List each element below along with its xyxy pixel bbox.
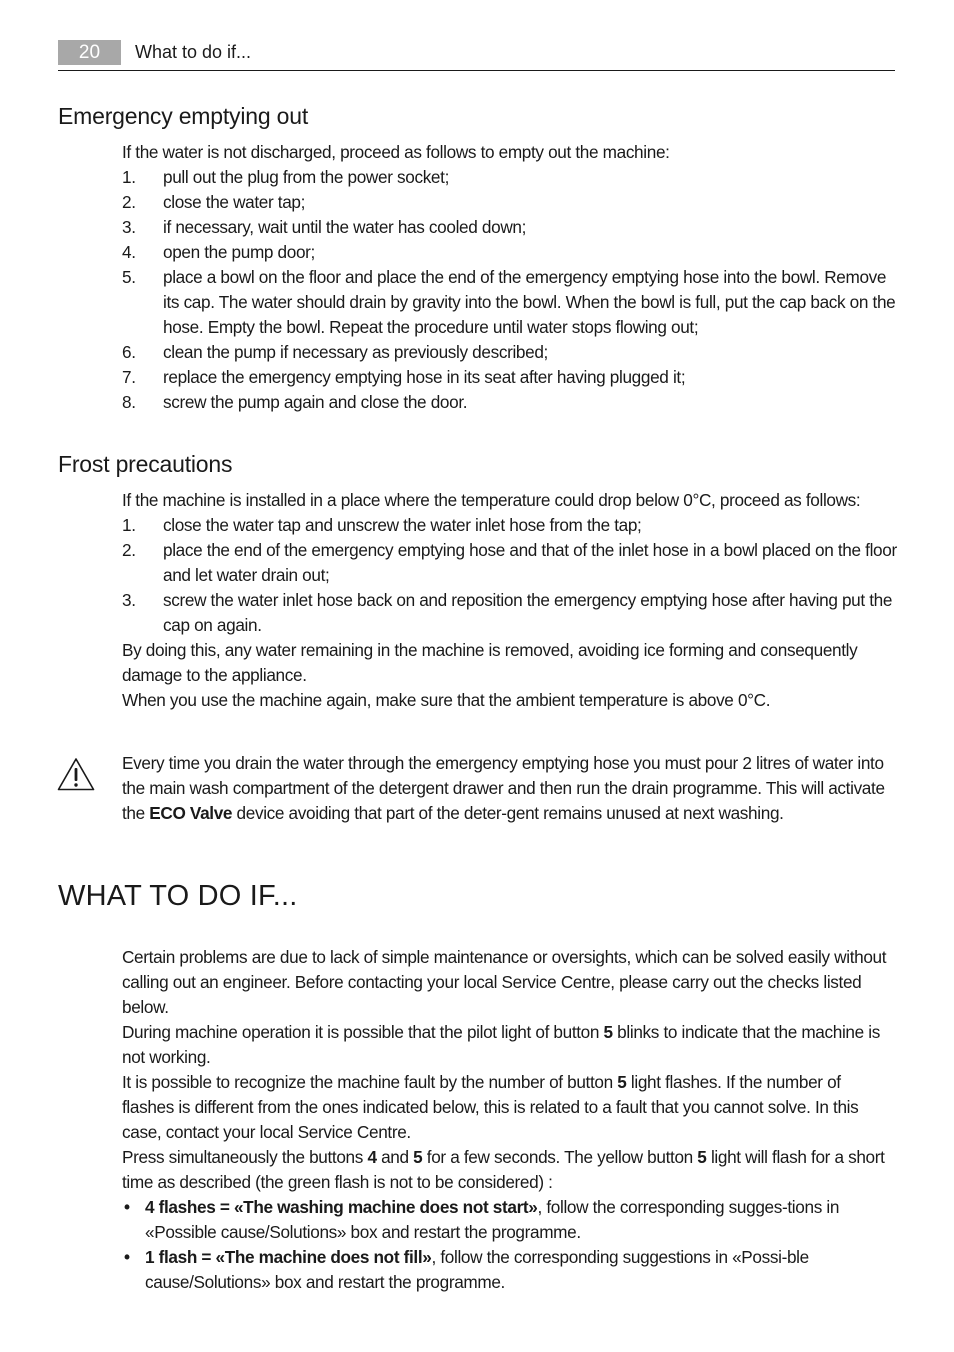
flash-description: , follow the corresponding suggestions in «Possi-ble cause/Solutions» box and restart the programme. (145, 1247, 809, 1292)
text-run: for a few seconds. The yellow button (422, 1147, 698, 1167)
frost-heading: Frost precautions (58, 451, 233, 477)
step-number: 1. (122, 167, 136, 187)
step-number: 3. (122, 217, 136, 237)
warning-text-part: device avoiding that part of the deter-gent remains unused at next washing. (232, 803, 784, 823)
page-number: 20 (58, 40, 121, 65)
text-run: light flashes. If the number of flashes is different from the ones indicated below, this is related to a fault that you cannot solve. In this case, contact your local Service Centre. (122, 1072, 859, 1142)
step-text: screw the pump again and close the door. (163, 392, 468, 412)
list-item (122, 588, 897, 638)
step-number: 2. (122, 540, 136, 560)
flash-codes-list (122, 1195, 897, 1295)
step-text: place a bowl on the floor and place the end of the emergency emptying hose into the bowl. Remove its cap. The water should drain by gravity into the bowl. When the bowl is full, put the cap back on the hose. Empty the bowl. Repeat the procedure until water stops flowing out; (163, 267, 896, 337)
step-number: 5. (122, 267, 136, 287)
flash-description: , follow the corresponding sugges-tions in «Possible cause/Solutions» box and restart the programme. (145, 1197, 840, 1242)
page-title: WHAT TO DO IF... (58, 880, 298, 912)
frost-steps (122, 513, 897, 638)
list-item (122, 215, 897, 240)
warning-triangle-icon (57, 757, 95, 791)
list-item (122, 365, 897, 390)
button-ref: 4 (367, 1147, 377, 1167)
step-number: 1. (122, 515, 136, 535)
button-ref: 5 (617, 1072, 627, 1092)
list-item (122, 1195, 897, 1245)
emergency-steps (122, 165, 897, 415)
list-item (122, 265, 897, 340)
step-number: 2. (122, 192, 136, 212)
eco-valve-label: ECO Valve (149, 803, 233, 823)
step-number: 7. (122, 367, 136, 387)
emergency-section (122, 140, 897, 415)
paragraph (122, 1145, 897, 1195)
step-number: 6. (122, 342, 136, 362)
list-item (122, 165, 897, 190)
step-text: replace the emergency emptying hose in its seat after having plugged it; (163, 367, 686, 387)
list-item (122, 1245, 897, 1295)
step-text: close the water tap; (163, 192, 306, 212)
list-item (122, 190, 897, 215)
text-run: During machine operation it is possible that the pilot light of button (122, 1022, 604, 1042)
step-text: if necessary, wait until the water has cooled down; (163, 217, 527, 237)
step-number: 4. (122, 242, 136, 262)
warning-text (122, 751, 897, 826)
whattodo-section (122, 945, 897, 1295)
intro-paragraph: Certain problems are due to lack of simple maintenance or oversights, which can be solved easily without calling out an engineer. Before contacting your local Service Centre, please carry out the checks listed below. (122, 947, 887, 1017)
step-text: place the end of the emergency emptying hose and that of the inlet hose in a bowl placed on the floor and let water drain out; (163, 540, 897, 585)
text-run: blinks to indicate that the machine is not working. (122, 1022, 880, 1067)
warning-text-part: Every time you drain the water through the emergency emptying hose you must pour 2 litres of water into the main wash compartment of the detergent drawer and then run the drain programme. This will activate the (122, 753, 885, 823)
button-ref: 5 (603, 1022, 613, 1042)
step-text: close the water tap and unscrew the water inlet hose from the tap; (163, 515, 642, 535)
text-run: It is possible to recognize the machine fault by the number of button (122, 1072, 618, 1092)
flash-code: 1 flash = «The machine does not fill» (145, 1247, 432, 1267)
warning-note (122, 751, 897, 826)
frost-note: When you use the machine again, make sure that the ambient temperature is above 0°C. (122, 690, 771, 710)
list-item (122, 513, 897, 538)
text-run: light will flash for a short time as described (the green flash is not to be considered) : (122, 1147, 885, 1192)
list-item (122, 390, 897, 415)
list-item (122, 340, 897, 365)
paragraph (122, 1020, 897, 1070)
header-divider (58, 70, 895, 71)
step-number: 8. (122, 392, 136, 412)
frost-intro: If the machine is installed in a place where the temperature could drop below 0°C, proceed as follows: (122, 490, 861, 510)
running-header: What to do if... (135, 42, 252, 62)
frost-note: By doing this, any water remaining in the machine is removed, avoiding ice forming and consequently damage to the appliance. (122, 640, 858, 685)
emergency-intro: If the water is not discharged, proceed as follows to empty out the machine: (122, 142, 670, 162)
text-run: Press simultaneously the buttons (122, 1147, 368, 1167)
list-item (122, 538, 897, 588)
button-ref: 5 (413, 1147, 423, 1167)
button-ref: 5 (697, 1147, 707, 1167)
text-run: and (376, 1147, 414, 1167)
step-text: screw the water inlet hose back on and reposition the emergency emptying hose after having put the cap on again. (163, 590, 893, 635)
list-item (122, 240, 897, 265)
step-text: open the pump door; (163, 242, 315, 262)
frost-section (122, 488, 897, 713)
bullet-icon: • (124, 1247, 130, 1267)
bullet-icon: • (124, 1197, 130, 1217)
step-number: 3. (122, 590, 136, 610)
step-text: pull out the plug from the power socket; (163, 167, 449, 187)
paragraph (122, 1070, 897, 1145)
emergency-heading: Emergency emptying out (58, 103, 309, 129)
step-text: clean the pump if necessary as previously described; (163, 342, 548, 362)
flash-code: 4 flashes = «The washing machine does not start» (145, 1197, 538, 1217)
